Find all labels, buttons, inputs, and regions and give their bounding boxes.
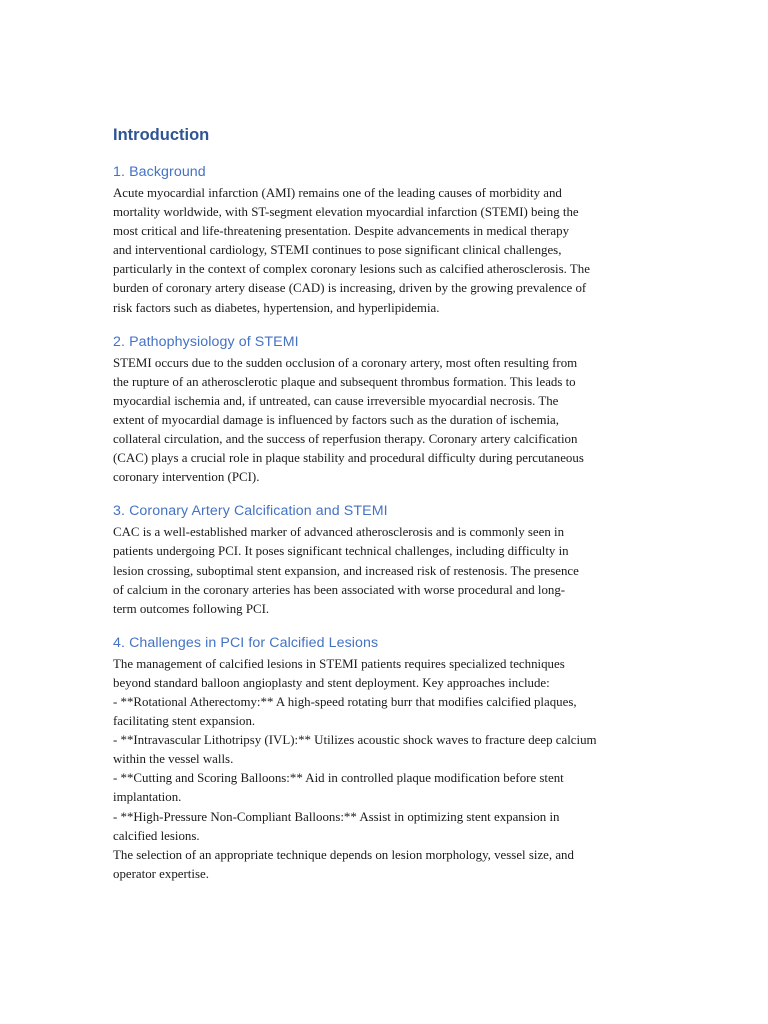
paragraph-line: The management of calcified lesions in STEMI patients requires specialized techniques	[113, 656, 565, 671]
paragraph-line: the rupture of an atherosclerotic plaque and subsequent thrombus formation. This leads to	[113, 374, 576, 389]
paragraph-line: - **Intravascular Lithotripsy (IVL):** Utilizes acoustic shock waves to fracture deep calcium	[113, 733, 597, 748]
section-heading: 4. Challenges in PCI for Calcified Lesions	[113, 634, 379, 651]
paragraph-line: operator expertise.	[113, 866, 209, 881]
paragraph-line: myocardial ischemia and, if untreated, can cause irreversible myocardial necrosis. The	[113, 393, 559, 408]
paragraph-line: risk factors such as diabetes, hypertension, and hyperlipidemia.	[113, 300, 440, 315]
paragraph-line: extent of myocardial damage is influenced by factors such as the duration of ischemia,	[113, 412, 560, 427]
paragraph-line: of calcium in the coronary arteries has been associated with worse procedural and long-	[113, 582, 566, 597]
paragraph-line: The selection of an appropriate technique depends on lesion morphology, vessel size, and	[113, 847, 574, 862]
paragraph-line: facilitating stent expansion.	[113, 714, 256, 729]
paragraph-line: within the vessel walls.	[113, 752, 234, 767]
paragraph-line: STEMI occurs due to the sudden occlusion of a coronary artery, most often resulting from	[113, 355, 578, 370]
paragraph-line: - **Rotational Atherectomy:** A high-speed rotating burr that modifies calcified plaques,	[113, 694, 577, 709]
section-paragraph	[113, 655, 658, 884]
paragraph-line: burden of coronary artery disease (CAD) is increasing, driven by the growing prevalence of	[113, 281, 587, 296]
section-4	[113, 633, 658, 884]
section-paragraph	[113, 354, 658, 488]
section-2	[113, 332, 658, 488]
section-heading: 2. Pathophysiology of STEMI	[113, 333, 299, 350]
paragraph-line: most critical and life-threatening presentation. Despite advancements in medical therapy	[113, 224, 570, 239]
paragraph-line: - **High-Pressure Non-Compliant Balloons:** Assist in optimizing stent expansion in	[113, 809, 560, 824]
paragraph-line: lesion crossing, suboptimal stent expansion, and increased risk of restenosis. The presence	[113, 563, 579, 578]
section-paragraph	[113, 184, 658, 318]
paragraph-line: calcified lesions.	[113, 828, 200, 843]
paragraph-line: particularly in the context of complex coronary lesions such as calcified atherosclerosis. The	[113, 262, 590, 277]
paragraph-line: coronary intervention (PCI).	[113, 470, 260, 485]
paragraph-line: patients undergoing PCI. It poses significant technical challenges, including difficulty in	[113, 544, 569, 559]
paragraph-line: collateral circulation, and the success of reperfusion therapy. Coronary artery calcification	[113, 432, 578, 447]
paragraph-line: (CAC) plays a crucial role in plaque stability and procedural difficulty during percutaneous	[113, 451, 584, 466]
document-page	[113, 124, 658, 898]
section-heading: 1. Background	[113, 164, 206, 180]
document-title: Introduction	[113, 126, 210, 144]
document-body	[113, 162, 658, 884]
paragraph-line: Acute myocardial infarction (AMI) remains one of the leading causes of morbidity and	[113, 186, 562, 200]
paragraph-line: and interventional cardiology, STEMI continues to pose significant clinical challenges,	[113, 243, 562, 258]
paragraph-line: beyond standard balloon angioplasty and stent deployment. Key approaches include:	[113, 675, 550, 690]
section-paragraph	[113, 523, 658, 618]
section-heading: 3. Coronary Artery Calcification and STEMI	[113, 503, 388, 520]
paragraph-line: implantation.	[113, 790, 182, 805]
paragraph-line: - **Cutting and Scoring Balloons:** Aid in controlled plaque modification before stent	[113, 771, 564, 786]
section-1	[113, 162, 658, 318]
section-3	[113, 501, 658, 618]
paragraph-line: term outcomes following PCI.	[113, 601, 270, 616]
paragraph-line: CAC is a well-established marker of advanced atherosclerosis and is commonly seen in	[113, 525, 565, 540]
paragraph-line: mortality worldwide, with ST-segment elevation myocardial infarction (STEMI) being the	[113, 205, 579, 220]
